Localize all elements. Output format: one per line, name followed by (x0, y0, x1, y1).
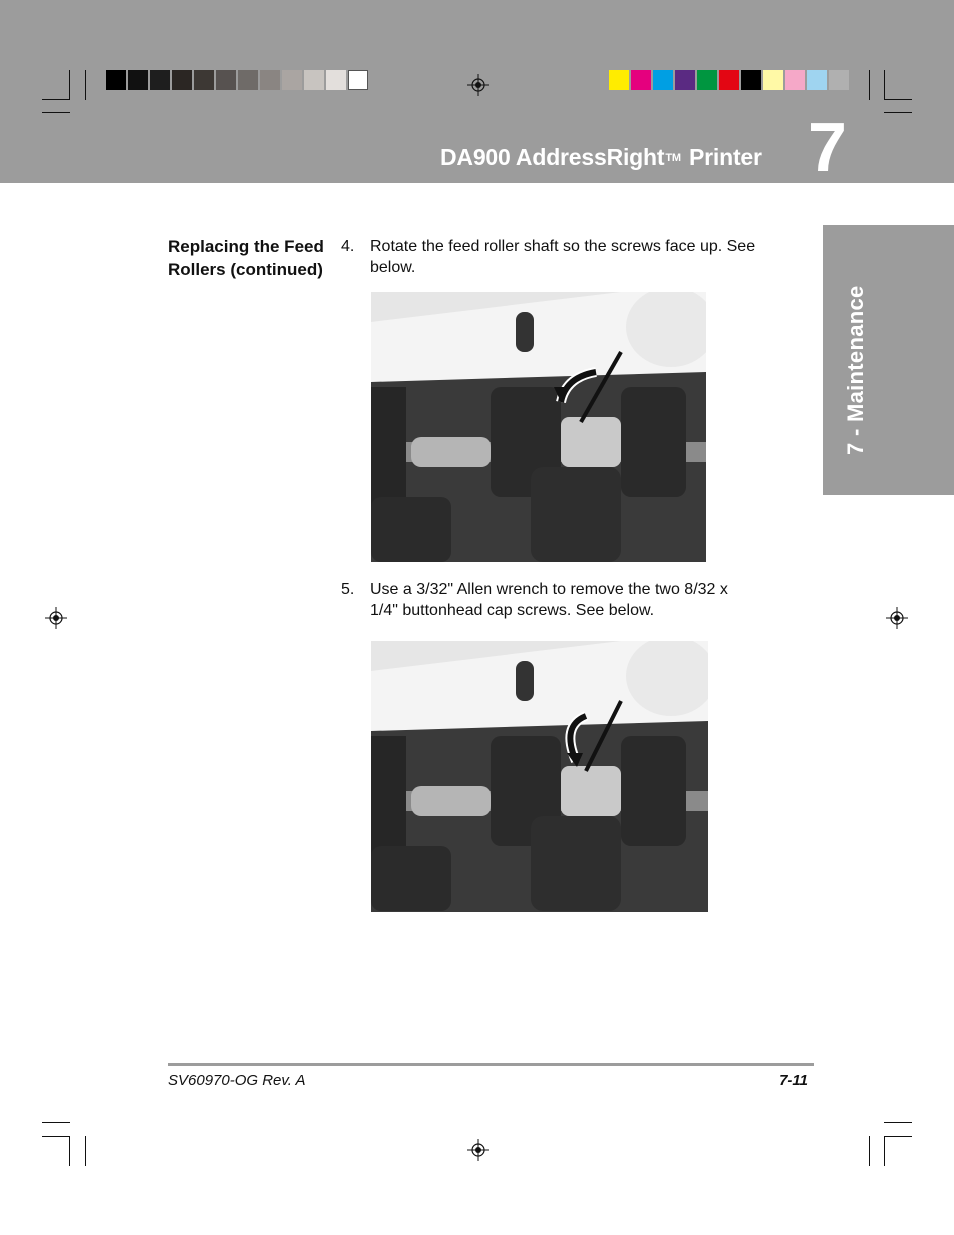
color-swatch (741, 70, 761, 90)
registration-mark-icon (45, 607, 67, 629)
crop-mark (69, 1136, 70, 1166)
color-swatch (348, 70, 368, 90)
crop-mark (884, 1122, 912, 1123)
feed-roller-illustration (371, 292, 706, 562)
step-5 (341, 579, 741, 621)
color-swatch (128, 70, 148, 90)
crop-mark (85, 70, 86, 100)
crop-mark (884, 99, 912, 100)
crop-mark (85, 1136, 86, 1166)
crop-mark (69, 70, 70, 100)
crop-mark (42, 112, 70, 113)
color-swatch (609, 70, 629, 90)
color-swatch (719, 70, 739, 90)
color-swatch (631, 70, 651, 90)
crop-mark (869, 70, 870, 100)
registration-mark-icon (467, 1139, 489, 1161)
color-swatch (326, 70, 346, 90)
crop-mark (884, 1136, 912, 1137)
crop-mark (42, 99, 70, 100)
grayscale-swatch-strip (106, 70, 370, 90)
color-swatch (807, 70, 827, 90)
step-number: 4. (341, 238, 355, 255)
title-text: DA900 AddressRight (440, 144, 665, 170)
crop-mark (869, 1136, 870, 1166)
page-header (0, 0, 954, 186)
color-swatch (763, 70, 783, 90)
crop-mark (884, 1136, 885, 1166)
color-swatch (304, 70, 324, 90)
feed-roller-photo (371, 292, 706, 562)
crop-mark (884, 70, 885, 100)
color-swatch (172, 70, 192, 90)
color-swatch (194, 70, 214, 90)
feed-roller-photo (371, 641, 708, 912)
color-swatch (829, 70, 849, 90)
color-swatch (282, 70, 302, 90)
color-swatch (216, 70, 236, 90)
color-swatch (106, 70, 126, 90)
feed-roller-illustration (371, 641, 708, 912)
registration-mark-icon (886, 607, 908, 629)
side-tab-label: 7 - Maintenance (843, 285, 868, 455)
crop-mark (42, 1122, 70, 1123)
step-text: Rotate the feed roller shaft so the screws face up. See below. (370, 238, 756, 276)
crop-mark (884, 112, 912, 113)
step-text: Use a 3/32" Allen wrench to remove the two 8/32 x 1/4" buttonhead cap screws. See below. (370, 581, 728, 619)
document-id: SV60970-OG Rev. A (168, 1072, 306, 1089)
color-swatch (238, 70, 258, 90)
step-number: 5. (341, 581, 355, 598)
color-swatch (150, 70, 170, 90)
color-swatch (260, 70, 280, 90)
page-number: 7-11 (779, 1072, 808, 1089)
title-suffix: Printer (689, 144, 762, 170)
step-4 (341, 236, 801, 278)
color-swatch-strip (609, 70, 851, 90)
crop-mark (42, 1136, 70, 1137)
section-heading: Replacing the Feed Rollers (continued) (168, 237, 324, 279)
color-swatch (675, 70, 695, 90)
trademark-mark: TM (665, 152, 681, 164)
registration-mark-icon (467, 74, 489, 96)
color-swatch (653, 70, 673, 90)
document-title (440, 144, 762, 171)
color-swatch (697, 70, 717, 90)
color-swatch (785, 70, 805, 90)
footer-rule (168, 1063, 814, 1066)
chapter-number: 7 (808, 108, 847, 186)
